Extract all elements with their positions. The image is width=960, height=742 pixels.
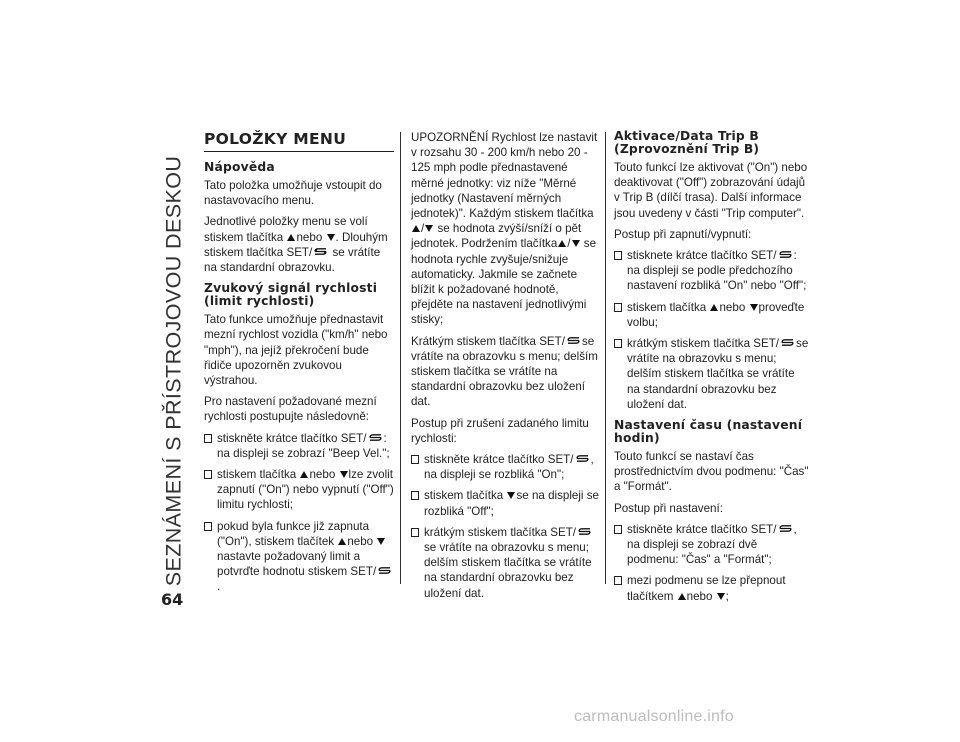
arrow-down-icon	[717, 593, 725, 600]
column-2	[411, 130, 601, 607]
checkbox-bullet-icon	[614, 339, 622, 348]
arrow-up-icon	[287, 234, 295, 241]
arrow-down-icon	[572, 240, 580, 247]
column-divider-2	[605, 132, 606, 584]
column-1	[204, 130, 394, 601]
arrow-down-icon	[750, 304, 758, 311]
checkbox-bullet-icon	[614, 525, 622, 534]
paragraph: Postup při zapnutí/vypnutí:	[614, 227, 752, 241]
watermark: carmanualsonline.info	[574, 708, 734, 725]
list-item: stisknete krátce tlačítko SET/ : na displeji se podle předchozího nastavení rozbliká "On" nebo "Off";	[614, 248, 810, 294]
paragraph: Krátkým stiskem tlačítka SET/ se vrátíte na obrazovku s menu; delším stiskem tlačítka se vrátíte na standardní obrazovku bez uložení dat.	[411, 334, 598, 409]
set-return-icon	[781, 339, 794, 346]
section-heading-speed-limit: Zvukový signál rychlosti (limit rychlosti)	[204, 281, 378, 309]
section-heading-clock: Nastavení času (nastavení hodin)	[614, 418, 803, 446]
arrow-down-icon	[377, 538, 385, 545]
paragraph: Jednotlivé položky menu se volí stiskem tlačítka nebo . Dlouhým stiskem tlačítka SET/ se vrátíte na standardní obrazovku.	[204, 215, 388, 275]
arrow-up-icon	[558, 240, 566, 247]
set-return-icon	[576, 455, 589, 462]
paragraph: Postup při nastavení:	[614, 501, 723, 515]
list-item: stiskněte krátce tlačítko SET/ : na displeji se zobrazí "Beep Vel.";	[204, 431, 394, 461]
arrow-up-icon	[338, 538, 346, 545]
arrow-down-icon	[507, 492, 515, 499]
set-return-icon	[567, 337, 580, 344]
paragraph: Tato položka umožňuje vstoupit do nastavovacího menu.	[204, 179, 382, 208]
list-item: stiskem tlačítka nebo proveďte volbu;	[614, 300, 810, 330]
arrow-up-icon	[710, 304, 718, 311]
checkbox-bullet-icon	[204, 470, 212, 479]
section-heading-trip-b: Aktivace/Data Trip B (Zprovoznění Trip B)	[614, 129, 760, 156]
list-item: stiskem tlačítka se na displeji se rozbliká "Off";	[411, 488, 601, 518]
paragraph: Pro nastavení požadované mezní rychlosti postupujte následovně:	[204, 395, 377, 424]
paragraph: Touto funkcí lze aktivovat ("On") nebo deaktivovat ("Off") zobrazování údajů v Trip B (dílčí trasa). Další informace jsou uvedeny v části "Trip computer".	[614, 161, 808, 220]
list-item: krátkým stiskem tlačítka SET/ se vrátíte na obrazovku s menu; delším stiskem tlačítka se vrátíte na standardní obrazovku bez uložení dat.	[614, 336, 810, 412]
checkbox-bullet-icon	[614, 251, 622, 260]
set-return-icon	[314, 248, 327, 255]
side-title-text: SEZNÁMENÍ S PŘÍSTROJOVOU DESKOU	[161, 155, 186, 586]
set-return-icon	[369, 434, 382, 441]
paragraph-warning: UPOZORNĚNÍ Rychlost lze nastavit v rozsahu 30 - 200 km/h nebo 20 - 125 mph podle přednastavené měrné jednotky: viz níže "Měrné jednotky (Nastavení měrných jednotek)". Každým stiskem tlačítka/ se hodnota zvýší/sníží o pět jednotek. Podržením tlačítka / se hodnota rychle zvyšuje/snižuje automaticky. Jakmile se začnete blížit k požadované hodnotě, přejděte na nastavení jednotlivými stisky;	[411, 131, 598, 327]
list-item: krátkým stiskem tlačítka SET/se vrátíte na obrazovku s menu; delším stiskem tlačítka se vrátíte na standardní obrazovku bez uložení dat.	[411, 525, 601, 601]
arrow-up-icon	[300, 471, 308, 478]
set-return-icon	[578, 528, 591, 535]
arrow-down-icon	[340, 471, 348, 478]
page-title: POLOŽKY MENU	[204, 130, 394, 152]
paragraph: Touto funkcí se nastaví čas prostřednictvím dvou podmenu: "Čas" a "Formát".	[614, 450, 809, 494]
arrow-up-icon	[678, 593, 686, 600]
set-return-icon	[378, 567, 391, 574]
checkbox-bullet-icon	[614, 303, 622, 312]
paragraph: Tato funkce umožňuje přednastavit mezní rychlost vozidla ("km/h" nebo "mph"), na jejíž překročení bude řidiče upozorněn zvukovou výstrahou.	[204, 313, 388, 388]
checkbox-bullet-icon	[411, 491, 419, 500]
section-heading-napoveda: Nápověda	[204, 160, 275, 174]
checkbox-bullet-icon	[411, 455, 419, 464]
column-divider-1	[400, 132, 401, 584]
page-number: 64	[161, 590, 184, 609]
list-item: stiskem tlačítka nebo lze zvolit zapnutí ("On") nebo vypnutí ("Off") limitu rychlosti;	[204, 467, 394, 513]
arrow-up-icon	[412, 225, 420, 232]
paragraph: Postup při zrušení zadaného limitu rychlosti:	[411, 416, 589, 445]
list-item: stiskněte krátce tlačítko SET/ , na displeji se rozbliká "On";	[411, 452, 601, 482]
checkbox-bullet-icon	[204, 522, 212, 531]
set-return-icon	[779, 251, 792, 258]
checkbox-bullet-icon	[204, 434, 212, 443]
arrow-down-icon	[327, 234, 335, 241]
arrow-down-icon	[425, 225, 433, 232]
side-section-title	[159, 133, 189, 608]
list-item: mezi podmenu se lze přepnout tlačítkem nebo ;	[614, 573, 810, 603]
set-return-icon	[779, 525, 792, 532]
list-item: pokud byla funkce již zapnuta ("On"), stiskem tlačítek nebo nastavte požadovaný limit a potvrďte hodnotu stiskem SET/.	[204, 519, 394, 595]
checkbox-bullet-icon	[411, 528, 419, 537]
checkbox-bullet-icon	[614, 576, 622, 585]
column-3	[614, 130, 810, 610]
list-item: stiskněte krátce tlačítko SET/ , na displeji se zobrazí dvě podmenu: "Čas" a "Formát";	[614, 522, 810, 568]
